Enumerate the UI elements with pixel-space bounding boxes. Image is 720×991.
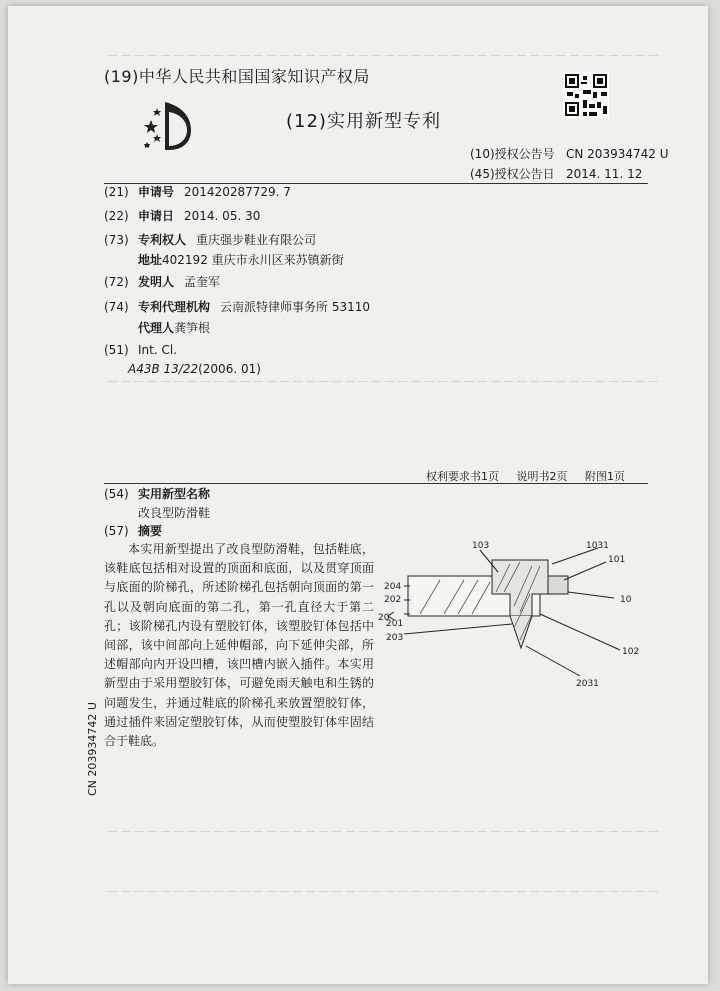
label-2031: 2031 <box>576 679 599 689</box>
agent-field: 代理人龚笋根 <box>138 321 211 335</box>
drawings-pages: 附图1页 <box>585 470 625 483</box>
label-203: 203 <box>386 633 404 643</box>
label-10: 10 <box>620 595 632 605</box>
utility-model-title-label: (54) 实用新型名称 <box>104 487 211 501</box>
agency-field: (74) 专利代理机构 云南派特律师事务所 53110 <box>104 300 371 314</box>
claims-pages: 权利要求书1页 <box>426 470 499 483</box>
label-101: 101 <box>608 555 626 565</box>
divider-line <box>104 483 648 484</box>
qr-code-icon <box>563 72 609 118</box>
inventor-field: (72) 发明人 孟奎军 <box>104 275 221 289</box>
bleed-through-text: — — — — — — — — — — — — — — — — — — — — — — — — — — — — — — — — — — — — — — — — — — <box>108 826 659 837</box>
label-103: 103 <box>472 541 490 551</box>
side-publication-number: CN 203934742 U <box>86 702 99 796</box>
application-number-field: (21) 申请号 201420287729. 7 <box>104 185 291 199</box>
page-count-info <box>426 468 639 484</box>
publication-number-label: (10)授权公告号 <box>470 147 555 161</box>
bleed-through-text: — — — — — — — — — — — — — — — — — — — — — — — — — — — — — — — — — — — — — — — — — — <box>108 376 659 387</box>
publication-info <box>470 144 668 184</box>
bleed-through-text: — — — — — — — — — — — — — — — — — — — — — — — — — — — — — — — — — — — — — — — — — — <box>108 50 659 61</box>
document-type-title: (12)实用新型专利 <box>286 111 441 132</box>
label-202: 202 <box>384 595 402 605</box>
abstract-text: 本实用新型提出了改良型防滑鞋，包括鞋底，该鞋底包括相对设置的顶面和底面，以及贯穿顶面与底面的阶梯孔，所述阶梯孔包括朝向顶面的第一孔以及朝向底面的第二孔，第一孔直径大于第二孔；该阶梯孔内设有塑胶钉体，该塑胶钉体包括中间部，该中间部向上延伸帽部，向下延伸尖部，所述帽部向内开设凹槽，该凹槽内嵌入插件。本实用新型由于采用塑胶钉体，可避免雨天触电和生锈的问题发生，并通过鞋底的阶梯孔来放置塑胶钉体，通过插件来固定塑胶钉体，从而使塑胶钉体牢固结合于鞋底。 <box>104 542 374 749</box>
patent-office-name: (19)中华人民共和国国家知识产权局 <box>104 67 370 86</box>
bleed-through-text: — — — — — — — — — — — — — — — — — — — — — — — — — — — — — — — — — — — — — — — — — — <box>108 886 659 897</box>
label-1031: 1031 <box>586 541 609 551</box>
description-pages: 说明书2页 <box>516 470 568 483</box>
label-204: 204 <box>384 582 402 592</box>
patent-page <box>8 6 708 984</box>
ipc-classification: A43B 13/22(2006. 01) <box>128 362 261 376</box>
publication-date-label: (45)授权公告日 <box>470 167 555 181</box>
sipo-logo-icon <box>143 98 193 154</box>
abstract-label: (57) 摘要 <box>104 524 163 538</box>
address-field: 地址402192 重庆市永川区来苏镇新街 <box>138 253 344 267</box>
utility-model-title: 改良型防滑鞋 <box>138 506 211 520</box>
application-date-field: (22) 申请日 2014. 05. 30 <box>104 209 261 223</box>
label-102: 102 <box>622 647 640 657</box>
label-201: 201 <box>386 619 404 629</box>
sole-cross-section-figure <box>380 536 660 696</box>
publication-number: CN 203934742 U <box>566 147 669 161</box>
label-20: 20 <box>378 613 390 623</box>
publication-date: 2014. 11. 12 <box>566 167 643 181</box>
patentee-field: (73) 专利权人 重庆强步鞋业有限公司 <box>104 233 317 247</box>
ipc-field: (51) Int. Cl. <box>104 343 178 357</box>
